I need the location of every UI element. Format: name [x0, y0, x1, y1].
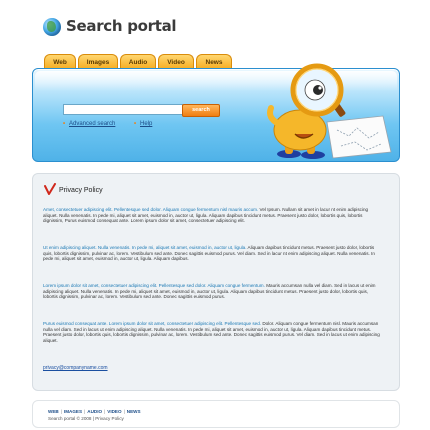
help-bullet: •	[134, 121, 137, 127]
paragraph-lead: Amet, consectetuer adipiscing elit. Pellentesque sed dolor. Aliquam congue fermentum nisl mauris accum.	[43, 207, 259, 212]
header	[0, 0, 430, 48]
policy-paragraph	[43, 321, 383, 343]
site-logo[interactable]: Search portal	[66, 17, 177, 35]
footer-link-news[interactable]: NEWS	[126, 409, 141, 414]
footer-separator: |	[84, 409, 86, 414]
paragraph-lead: Ut enim adipiscing aliquet. Nulla venenatis. In pede mi, aliquet sit amet, euismod in, auctor ut, ligula.	[43, 245, 247, 250]
footer-link-video[interactable]: VIDEO	[107, 409, 122, 414]
paragraph-body: Aliquam dapibus tincidunt metus. Praesent justo dolor, lobortis quis, lobortis dignissim, pulvinar ac, lorem. Vestibulum sed ante. Donec sagittis euismod purus. Vel diam. Sed in lacur nt enim adipiscing aliquet. Nulla venenatis. In pede mi, aliquet sit amet, euismod in, auctor ut, ligula. Aliquam dapibus.	[43, 245, 375, 262]
paragraph-body: Mauris accumsan nulla vel diam. Sed in lacus ut enim adipiscing aliquet. Nulla venenatis. In pede mi, aliquet sit amet, euismod in, auctor ut, ligula. Aliquam dapibus tincidunt metus. Praesent justo dolor, lobortis quis, lobortis dignissim, pulvinar ac, lorem. Vestibulum sed ante. Donec sagittis euismod purus.	[43, 283, 376, 300]
advanced-search-bullet: •	[63, 121, 66, 127]
paragraph-body: Dolor. Aliquam congue fermentum nisl. Mauris accumsan nulla vel diam. Sed in lacus ut enim adipiscing aliquet. Nulla venenatis. In pede mi, aliquet sit amet, euismod in, auctor ut, ligula. Aliquam dapibus tincidunt metus. Praesent justo dolor, lobortis quis, lobortis dignissim, pulvinar ac, lorem. Vestibulum sed ante. Donec sagittis euismod purus. Vel diam. Sed in lacus ut enim adipiscing aliquet.	[43, 321, 380, 343]
paragraph-lead: Purus euismod consequat ante. Lorem ipsum dolor sit amet, consectetuer adipiscing elit. Pellentesque sed.	[43, 321, 262, 326]
footer-copyright: Search portal © 2008 | Privacy Policy	[48, 416, 124, 421]
search-input[interactable]	[63, 104, 183, 115]
footer-link-images[interactable]: IMAGES	[63, 409, 83, 414]
tab-web[interactable]: Web	[44, 54, 76, 70]
map-paper-icon	[327, 116, 391, 158]
footer-separator: |	[123, 409, 125, 414]
advanced-search-link[interactable]: Advanced search	[69, 121, 116, 127]
content-card	[32, 173, 400, 391]
paragraph-body: Vel Ipsum. Nullam sit amet in lacur nt enim adipiscing aliquet. Nulla venenatis. In pede mi, aliquet sit amet, euismod in, auctor ut, ligula. Aliquam dapibus tincidunt metus. Praesent justo dolor, lobortis quis, lobortis dignissim, Purus euismod consequat ante. Lorem ipsum dolor sit amet, consectetuer adipiscing elit.	[43, 207, 369, 224]
policy-paragraph	[43, 207, 383, 224]
policy-paragraph	[43, 283, 383, 300]
tab-audio[interactable]: Audio	[120, 54, 156, 70]
footer-separator: |	[104, 409, 106, 414]
help-link[interactable]: Help	[140, 121, 153, 127]
footer-separator: |	[60, 409, 62, 414]
footer-link-audio[interactable]: AUDIO	[87, 409, 103, 414]
policy-paragraph	[43, 245, 383, 262]
footer	[32, 400, 400, 428]
footer-nav	[48, 409, 141, 414]
page-title: Privacy Policy	[59, 187, 103, 194]
footer-link-web[interactable]: WEB	[48, 409, 59, 414]
paragraph-lead: Lorem ipsum dolor sit amet, consectetuer adipiscing elit. Pellentesque sed dolor. Aliquam congue fermentum.	[43, 283, 265, 288]
tab-video[interactable]: Video	[158, 54, 194, 70]
mascot-magnifier-illustration	[245, 60, 395, 160]
globe-icon[interactable]	[43, 18, 61, 36]
checkmark-icon	[43, 183, 57, 197]
search-button[interactable]: search	[182, 104, 220, 117]
privacy-email-link[interactable]: privacy@companyname.com	[43, 365, 108, 371]
tab-images[interactable]: Images	[78, 54, 118, 70]
tab-news[interactable]: News	[196, 54, 232, 70]
